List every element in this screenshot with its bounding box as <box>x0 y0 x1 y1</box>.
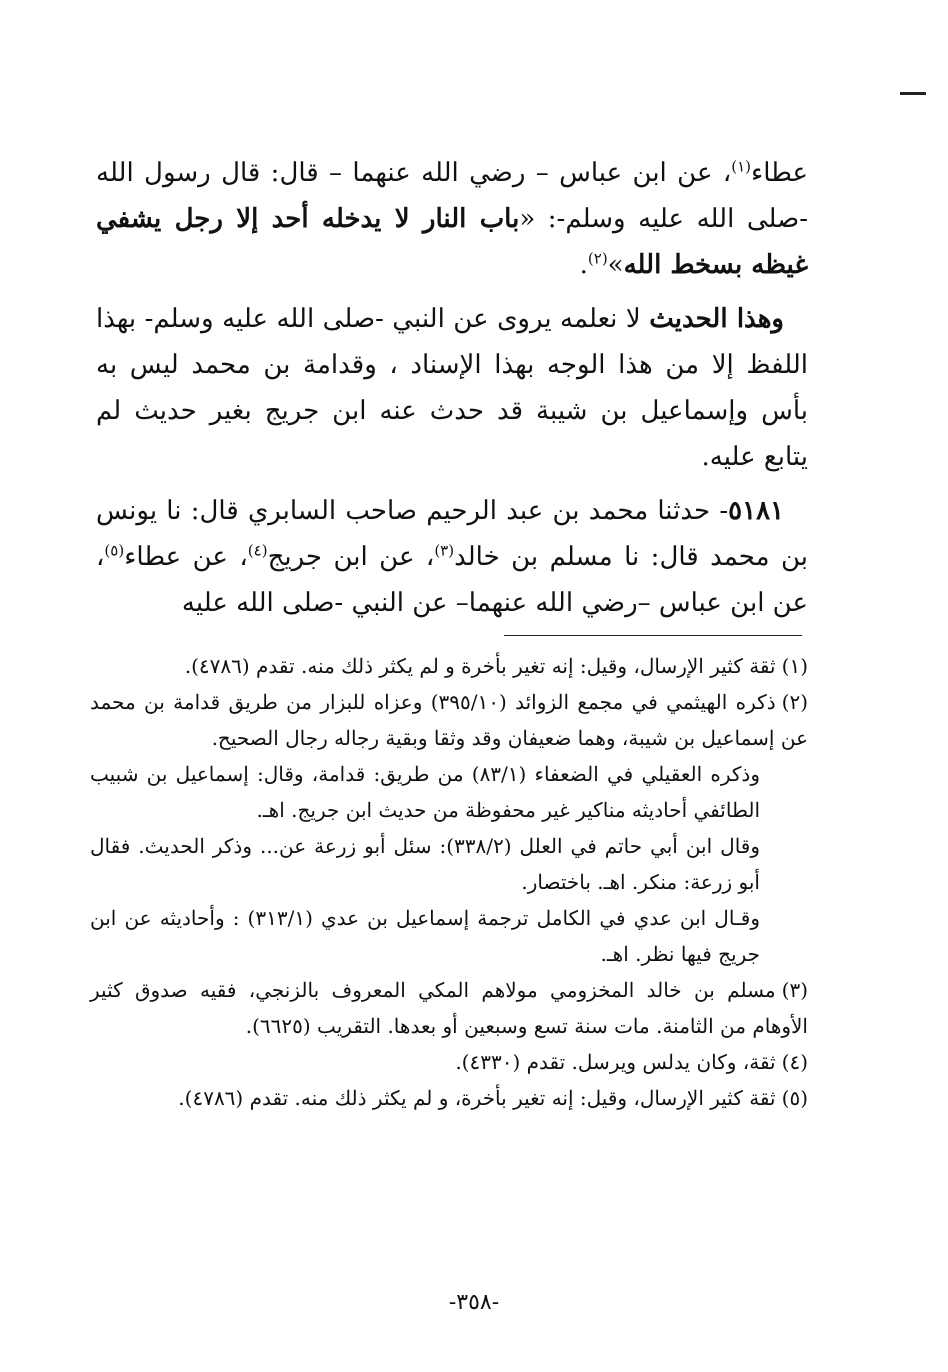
commentary-lead: وهذا الحديث <box>649 304 784 334</box>
footnote-4 <box>90 1044 808 1080</box>
footnote-mark: (٤) <box>781 1050 808 1074</box>
text-segment: ، عن عطاء <box>124 542 248 572</box>
footnote-1 <box>90 648 808 684</box>
footnote-text: ثقة، وكان يدلس ويرسل. تقدم (٤٣٣٠). <box>455 1050 776 1074</box>
text-segment: . <box>579 250 588 280</box>
footnotes <box>90 648 808 1116</box>
main-text <box>96 150 808 634</box>
paragraph-hadith-end <box>96 150 808 288</box>
footnote-text: ثقة كثير الإرسال، وقيل: إنه تغير بأخرة، و لم يكثر ذلك منه. تقدم (٤٧٨٦). <box>178 1086 776 1110</box>
text-segment: ، عن ابن جريج <box>267 542 435 572</box>
paragraph-hadith-5181 <box>96 488 808 626</box>
footnote-separator <box>504 635 802 636</box>
footnote-ref-5[interactable]: (٥) <box>104 541 125 560</box>
footnote-text: ثقة كثير الإرسال، وقيل: إنه تغير بأخرة و لم يكثر ذلك منه. تقدم (٤٧٨٦). <box>184 654 776 678</box>
hadith-number: ٥١٨١ <box>728 496 784 526</box>
text-segment: ، عن ابن عباس – رضي الله عنهما – قال: قال رسول الله -صلى الله عليه وسلم-: « <box>96 158 808 234</box>
footnote-ref-4[interactable]: (٤) <box>247 541 268 560</box>
footnote-2-continuation: وقال ابن أبي حاتم في العلل (٣٣٨/٢): سئل أبو زرعة عن... وذكر الحديث. فقال أبو زرعة: منكر. اهـ. باختصار. <box>90 834 761 894</box>
footnote-ref-1[interactable]: (١) <box>731 157 751 176</box>
footnote-2-continuation: وقـال ابن عدي في الكامل ترجمة إسماعيل بن عدي (٣١٣/١) : وأحاديثه عن ابن جريج فيها نظر. اهـ. <box>90 906 761 966</box>
text-segment: عطاء <box>751 158 808 188</box>
paragraph-commentary <box>96 296 808 480</box>
footnote-mark: (٣) <box>781 978 808 1002</box>
page-number: -٣٥٨- <box>448 1290 500 1315</box>
text-segment: - حدثنا محمد بن عبد الرحيم صاحب السابري قال: نا يونس بن محمد قال: نا مسلم بن خالد <box>96 496 808 572</box>
footnote-2-continuation: وذكره العقيلي في الضعفاء (٨٣/١) من طريق: قدامة، وقال: إسماعيل بن شبيب الطائفي أحاديثه مناكير غير محفوظة من حديث ابن جريج. اهـ. <box>90 762 760 822</box>
footnote-text: ذكره الهيثمي في مجمع الزوائد (٣٩٥/١٠) وعزاه للبزار من طريق قدامة بن محمد عن إسماعيل بن شيبة، وهما ضعيفان وقد وثقا وبقية رجاله رجال الصحيح. <box>90 690 808 750</box>
commentary-text: لا نعلمه يروى عن النبي -صلى الله عليه وسلم- بهذا اللفظ إلا من هذا الوجه بهذا الإسناد ، وقدامة بن محمد ليس به بأس وإسماعيل بن شيبة قد حدث عنه ابن جريج بغير حديث لم يتابع عليه. <box>96 304 808 472</box>
footnote-mark: (٢) <box>781 690 808 714</box>
footnote-ref-2[interactable]: (٢) <box>587 249 608 268</box>
footnote-ref-3[interactable]: (٣) <box>434 541 455 560</box>
text-segment: ، عن ابن عباس –رضي الله عنهما– عن النبي -صلى الله عليه <box>96 542 808 618</box>
hadith-matn: باب النار لا يدخله أحد إلا رجل يشفي غيظه بسخط الله <box>96 204 808 280</box>
footnote-5 <box>90 1080 808 1116</box>
text-segment: » <box>607 250 624 280</box>
corner-mark <box>900 92 926 95</box>
footnote-2 <box>90 684 808 756</box>
footnote-mark: (١) <box>781 654 808 678</box>
footnote-text: مسلم بن خالد المخزومي مولاهم المكي المعروف بالزنجي، فقيه صدوق كثير الأوهام من الثامنة. مات سنة تسع وسبعين أو بعدها. التقريب (٦٦٢٥). <box>90 978 808 1038</box>
footnote-3 <box>90 972 808 1044</box>
footnote-mark: (٥) <box>781 1086 808 1110</box>
